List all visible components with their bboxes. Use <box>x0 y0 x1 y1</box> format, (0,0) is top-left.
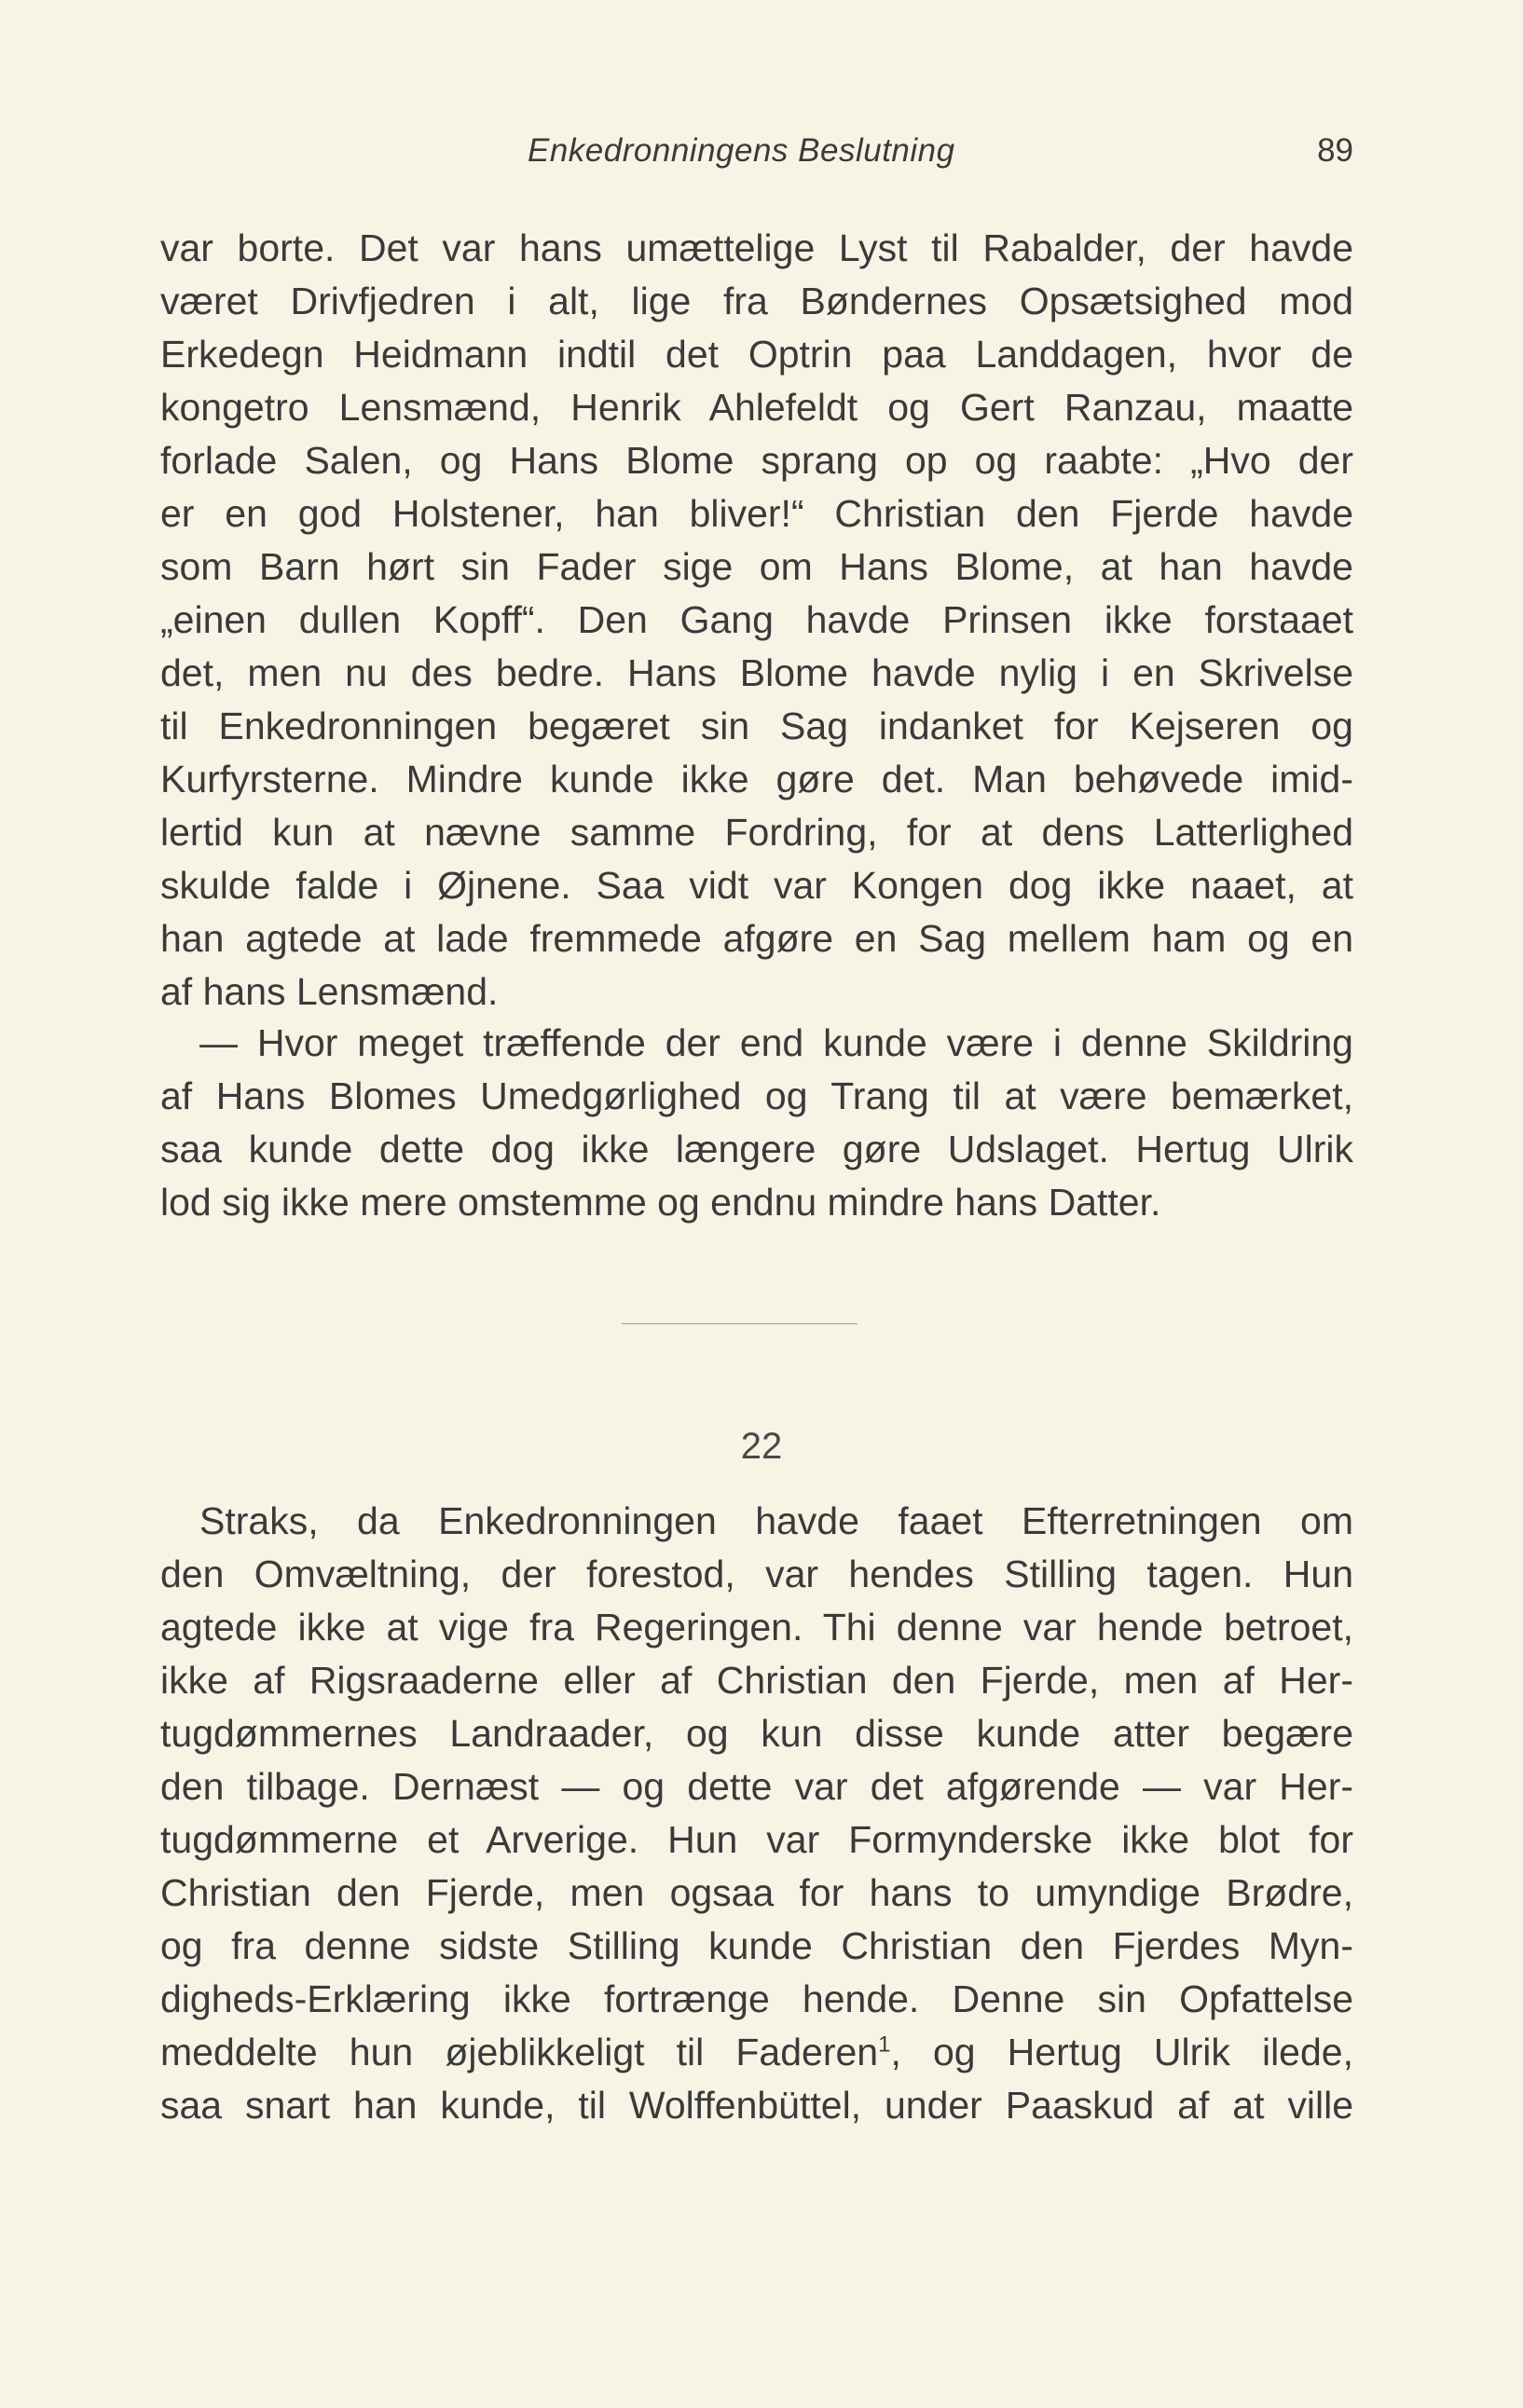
text-line: han agtede at lade fremmede afgøre en Sag mellem ham og en <box>160 917 1353 960</box>
text-line: til Enkedronningen begæret sin Sag indanket for Kejseren og <box>160 705 1353 747</box>
text-line: af hans Lensmænd. <box>160 970 499 1013</box>
running-head <box>160 132 1353 179</box>
text-line: skulde falde i Øjnene. Saa vidt var Kongen dog ikke naaet, at <box>160 864 1353 907</box>
text-line: den Omvæltning, der forestod, var hendes Stilling tagen. Hun <box>160 1553 1353 1595</box>
text-line: forlade Salen, og Hans Blome sprang op og raabte: „Hvo der <box>160 439 1353 482</box>
text-line: tugdømmerne et Arverige. Hun var Formynderske ikke blot for <box>160 1818 1353 1861</box>
text-line: den tilbage. Dernæst — og dette var det afgørende — var Her- <box>160 1765 1353 1808</box>
text-line: lod sig ikke mere omstemme og endnu mindre hans Datter. <box>160 1181 1161 1224</box>
text-line: Erkedegn Heidmann indtil det Optrin paa Landdagen, hvor de <box>160 333 1353 376</box>
text-line: saa snart han kunde, til Wolffenbüttel, under Paaskud af at ville <box>160 2084 1353 2127</box>
text-line: kongetro Lensmænd, Henrik Ahlefeldt og Gert Ranzau, maatte <box>160 386 1353 429</box>
text-line: „einen dullen Kopff“. Den Gang havde Prinsen ikke forstaaet <box>160 598 1353 641</box>
text-line: været Drivfjedren i alt, lige fra Bøndernes Opsætsighed mod <box>160 280 1353 322</box>
text-line: ikke af Rigsraaderne eller af Christian den Fjerde, men af Her- <box>160 1659 1353 1702</box>
footnote-marker: 1 <box>878 2032 891 2058</box>
text-line: Straks, da Enkedronningen havde faaet Efterretningen om <box>199 1499 1353 1542</box>
text-line: er en god Holstener, han bliver!“ Christian den Fjerde havde <box>160 492 1353 535</box>
paragraph-2 <box>160 1017 1353 1229</box>
paragraph-3 <box>160 1495 1353 2132</box>
text-line: som Barn hørt sin Fader sige om Hans Blome, at han havde <box>160 545 1353 588</box>
footnote-line-after: , og Hertug Ulrik ilede, <box>890 2031 1353 2073</box>
text-line: og fra denne sidste Stilling kunde Christian den Fjerdes Myn- <box>160 1924 1353 1967</box>
paragraph-1 <box>160 222 1353 1019</box>
text-line: digheds-Erklæring ikke fortrænge hende. Denne sin Opfattelse <box>160 1977 1353 2020</box>
text-line: Christian den Fjerde, men ogsaa for hans to umyndige Brødre, <box>160 1871 1353 1914</box>
section-number: 22 <box>740 1426 783 1467</box>
text-line: Kurfyrsterne. Mindre kunde ikke gøre det. Man behøvede imid- <box>160 758 1353 800</box>
page-number: 89 <box>1317 132 1353 169</box>
text-line: var borte. Det var hans umættelige Lyst til Rabalder, der havde <box>160 226 1353 269</box>
text-line: — Hvor meget træffende der end kunde være i denne Skildring <box>199 1021 1353 1064</box>
text-line: lertid kun at nævne samme Fordring, for at dens Latterlighed <box>160 811 1353 854</box>
text-line: det, men nu des bedre. Hans Blome havde nylig i en Skrivelse <box>160 651 1353 694</box>
text-line: saa kunde dette dog ikke længere gøre Udslaget. Hertug Ulrik <box>160 1128 1353 1170</box>
text-line: tugdømmernes Landraader, og kun disse kunde atter begære <box>160 1712 1353 1755</box>
text-line: af Hans Blomes Umedgørlighed og Trang til at være bemærket, <box>160 1074 1353 1117</box>
section-divider <box>622 1323 858 1324</box>
footnote-line-before: meddelte hun øjeblikkeligt til Faderen <box>160 2031 879 2073</box>
footnote-line <box>160 2026 1353 2079</box>
running-title: Enkedronningens Beslutning <box>528 132 955 169</box>
text-line: agtede ikke at vige fra Regeringen. Thi denne var hende betroet, <box>160 1606 1353 1649</box>
